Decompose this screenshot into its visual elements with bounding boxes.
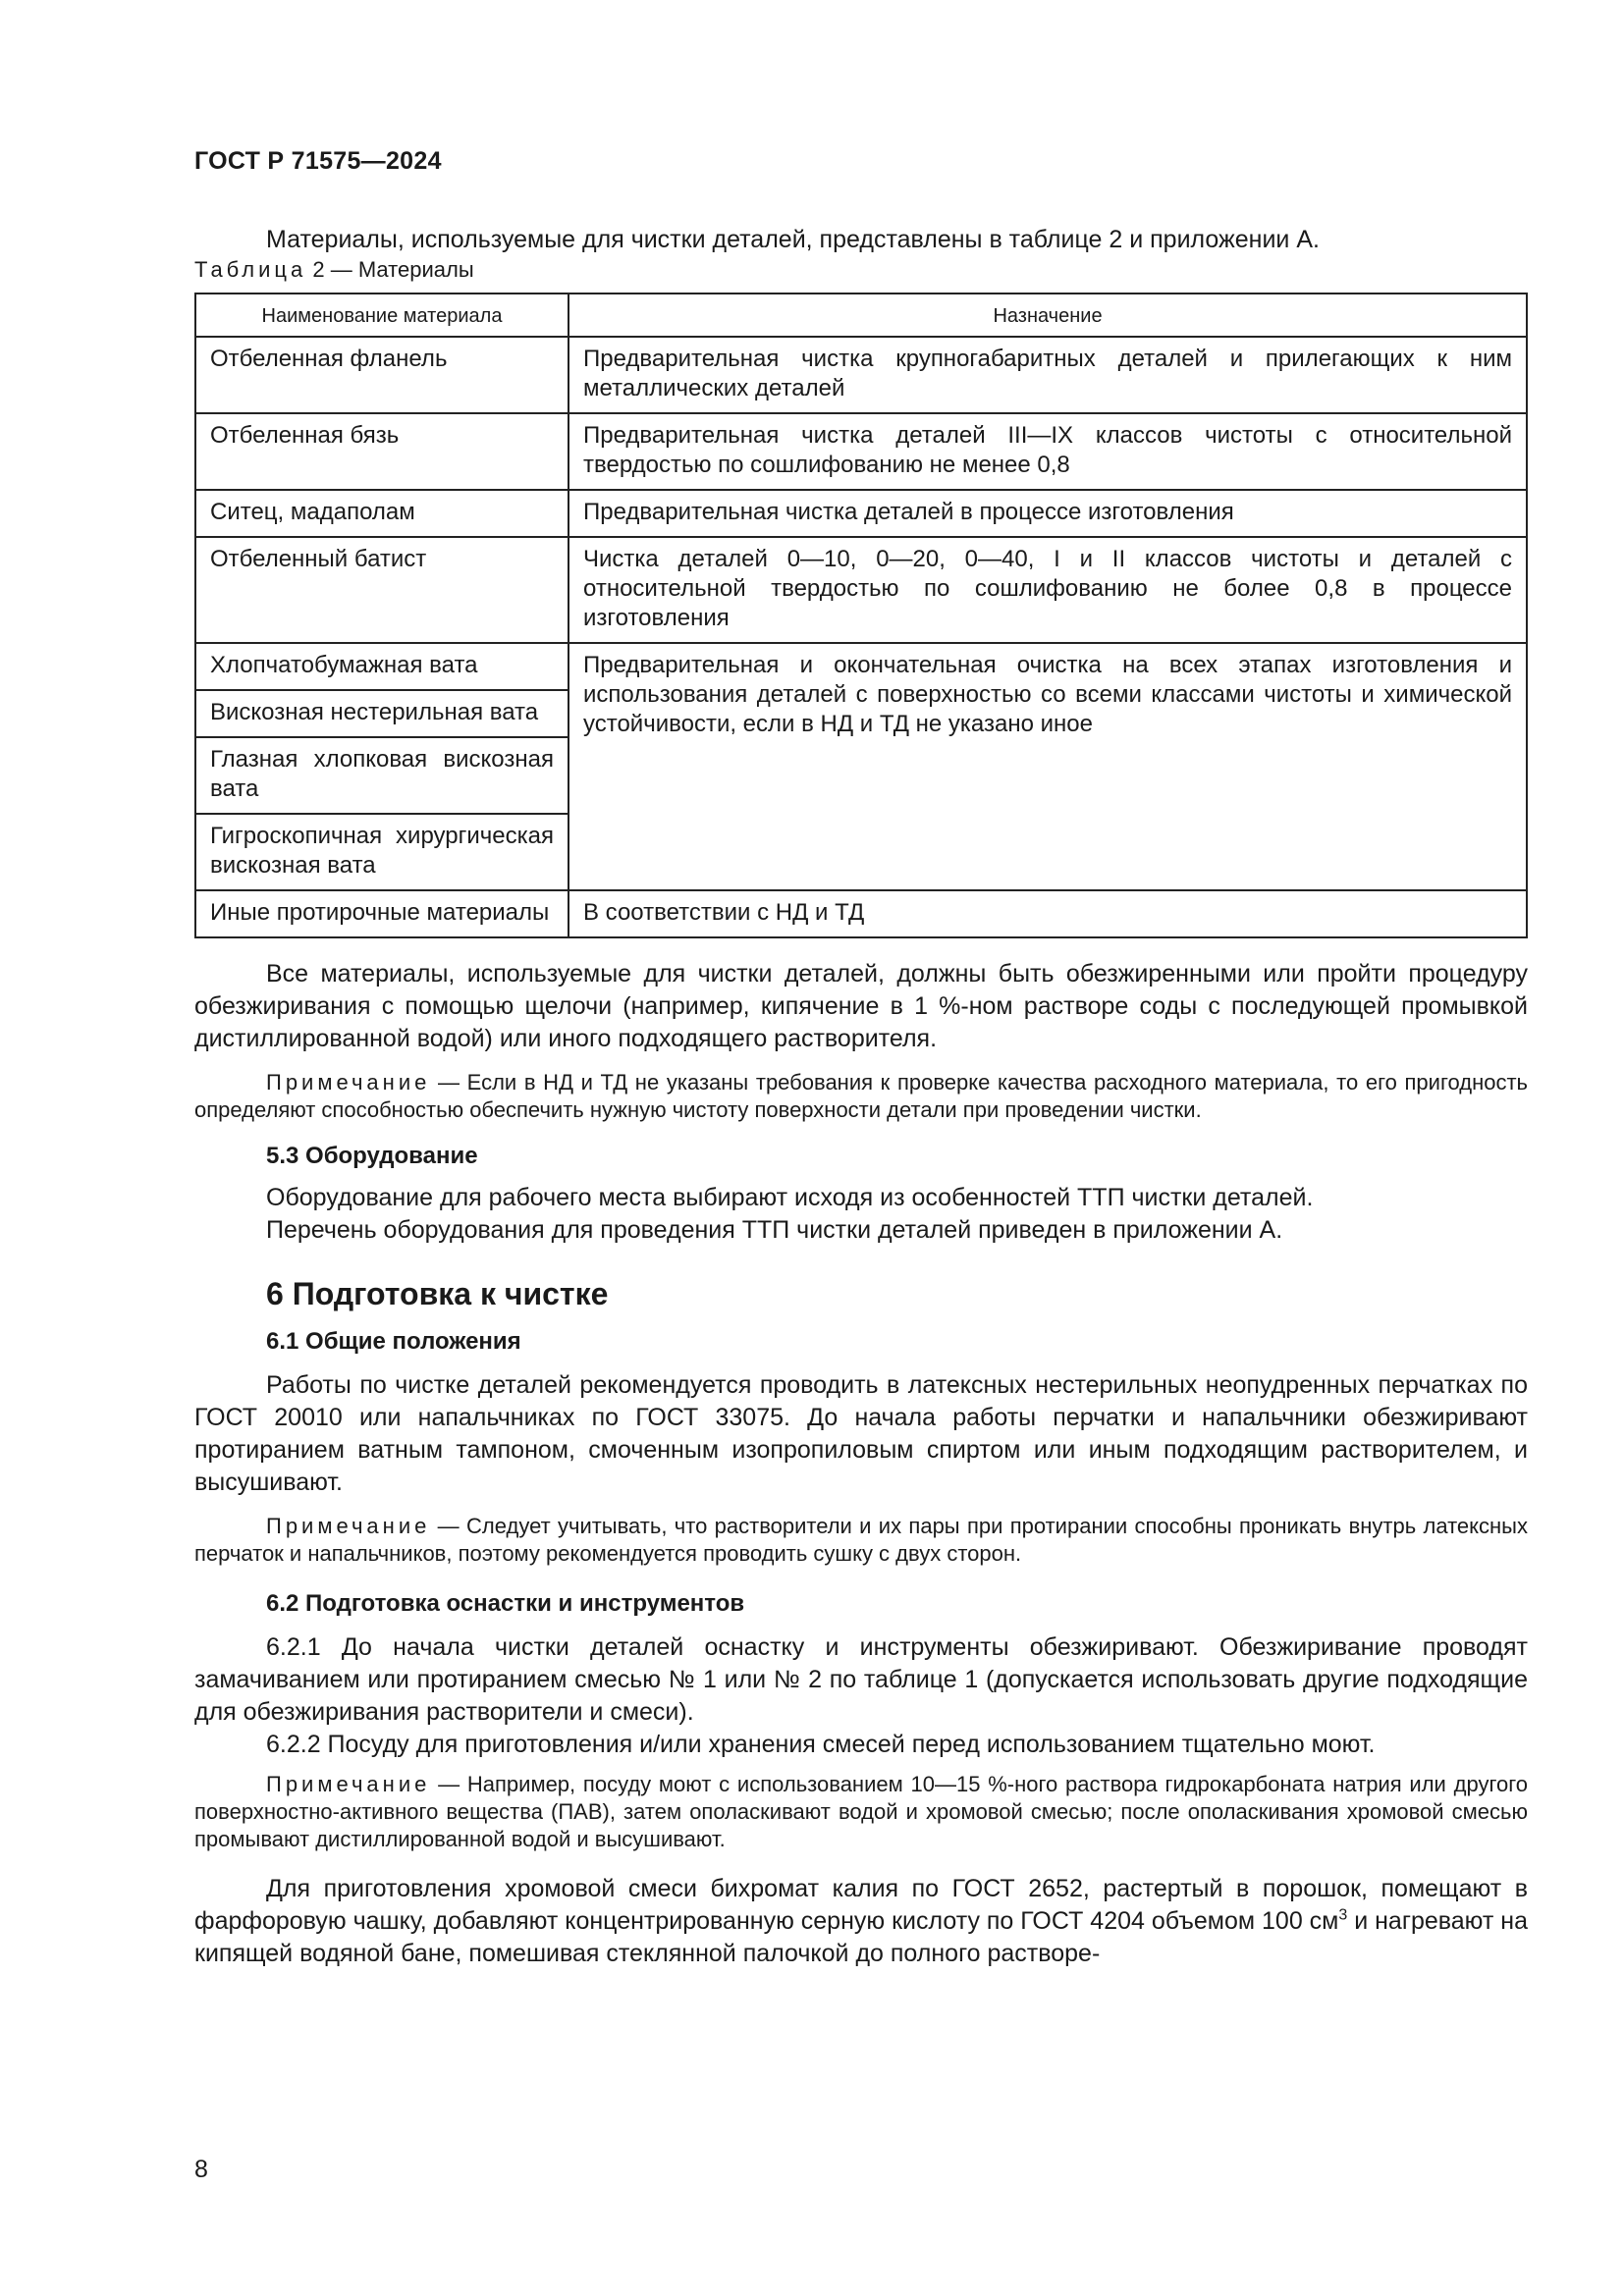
material-purpose: Предварительная чистка крупногабаритных деталей и прилегающих к ним металлических деталей — [568, 337, 1527, 413]
clause-6-2-1: 6.2.1 До начала чистки деталей оснастку и инструменты обезжиривают. Обезжиривание проводят замачиванием или протиранием смесью № 1 или № 2 по таблице 1 (допускается использовать другие подходящие для обезжиривания растворители и смеси). — [194, 1633, 1528, 1726]
section-6-2-title: 6.2 Подготовка оснастки и инструментов — [266, 1590, 745, 1617]
material-purpose: Чистка деталей 0—10, 0—20, 0—40, I и II классов чистоты и деталей с относительной твердостью по сошлифованию не более 0,8 в процессе изготовления — [568, 537, 1527, 643]
table-caption-text: 2 — Материалы — [312, 257, 474, 282]
material-name: Отбеленная фланель — [195, 337, 568, 413]
note-label: Примечание — [266, 1070, 431, 1095]
section-5-3-paragraph-1: Оборудование для рабочего места выбирают исходя из особенностей ТТП чистки деталей. — [266, 1184, 1314, 1211]
section-5-3-paragraph-2: Перечень оборудования для проведения ТТП чистки деталей приведен в приложении А. — [266, 1216, 1283, 1244]
material-name: Иные протирочные материалы — [195, 890, 568, 937]
chrome-text-part-2: и нагревают на кипящей водяной бане, помешивая стеклянной палочкой до полного растворе- — [194, 1907, 1528, 1967]
material-purpose: Предварительная чистка деталей в процессе изготовления — [568, 490, 1527, 537]
materials-table — [194, 293, 1528, 938]
chrome-text-part-1: Для приготовления хромовой смеси бихромат калия по ГОСТ 2652, растертый в порошок, помещают в фарфоровую чашку, добавляют концентрированную серную кислоту по ГОСТ 4204 объемом 100 см — [194, 1875, 1528, 1935]
section-6-1-title: 6.1 Общие положения — [266, 1328, 521, 1355]
note-label: Примечание — [266, 1772, 431, 1796]
table-row — [195, 490, 1527, 537]
page-number: 8 — [194, 2156, 208, 2183]
degrease-paragraph: Все материалы, используемые для чистки деталей, должны быть обезжиренными или пройти процедуру обезжиривания с помощью щелочи (например, кипячение в 1 %-ном растворе соды с последующей промывкой дистиллированной водой) или иного подходящего растворителя. — [194, 960, 1528, 1052]
note-text: — Если в НД и ТД не указаны требования к проверке качества расходного материала, то его пригодность определяют способностью обеспечить нужную чистоту поверхности детали при проведении чистки. — [194, 1070, 1528, 1122]
table-row — [195, 413, 1527, 490]
table-header-row — [195, 294, 1527, 337]
table-row — [195, 537, 1527, 643]
table-caption — [194, 256, 1528, 284]
material-name: Ситец, мадаполам — [195, 490, 568, 537]
note-materials — [194, 1069, 1528, 1124]
table-row — [195, 890, 1527, 937]
note-text: — Например, посуду моют с использованием 10—15 %-ного раствора гидрокарбоната натрия или другого поверхностно-активного вещества (ПАВ), затем ополаскивают водой и хромовой смесью; после ополаскивания хромовой смесью промывают дистиллированной водой и высушивают. — [194, 1772, 1528, 1851]
material-purpose: В соответствии с НД и ТД — [568, 890, 1527, 937]
section-6-title: 6 Подготовка к чистке — [266, 1276, 609, 1311]
table-caption-label: Таблица — [194, 257, 307, 282]
note-label: Примечание — [266, 1514, 431, 1538]
section-5-3-title: 5.3 Оборудование — [266, 1143, 478, 1169]
material-purpose: Предварительная чистка деталей III—IX классов чистоты с относительной твердостью по сошлифованию не менее 0,8 — [568, 413, 1527, 490]
note-dishware — [194, 1771, 1528, 1853]
clause-6-2-2: 6.2.2 Посуду для приготовления и/или хранения смесей перед использованием тщательно моют. — [266, 1731, 1376, 1758]
material-name: Гигроскопичная хирургическая вискозная вата — [195, 814, 568, 890]
table-row — [195, 337, 1527, 413]
note-gloves — [194, 1513, 1528, 1568]
header-material-name: Наименование материала — [195, 294, 568, 337]
section-6-1-paragraph: Работы по чистке деталей рекомендуется проводить в латексных нестерильных неопудренных перчатках по ГОСТ 20010 или напальчниках по ГОСТ 33075. До начала работы перчатки и напальчники обезжиривают протиранием ватным тампоном, смоченным изопропиловым спиртом или иным подходящим растворителем, и высушивают. — [194, 1371, 1528, 1496]
material-name: Хлопчатобумажная вата — [195, 643, 568, 690]
material-name: Глазная хлопковая вискозная вата — [195, 737, 568, 814]
document-id-header: ГОСТ Р 71575—2024 — [194, 147, 442, 175]
table-row — [195, 643, 1527, 690]
material-name: Вискозная нестерильная вата — [195, 690, 568, 737]
material-name: Отбеленный батист — [195, 537, 568, 643]
material-purpose-group: Предварительная и окончательная очистка на всех этапах изготовления и использования деталей с поверхностью со всеми классами чистоты и химической устойчивости, если в НД и ТД не указано иное — [568, 643, 1527, 890]
material-name: Отбеленная бязь — [195, 413, 568, 490]
note-text: — Следует учитывать, что растворители и их пары при протирании способны проникать внутрь латексных перчаток и напальчников, поэтому рекомендуется проводить сушку с двух сторон. — [194, 1514, 1528, 1566]
intro-paragraph: Материалы, используемые для чистки деталей, представлены в таблице 2 и приложении А. — [266, 226, 1320, 253]
page-content — [194, 224, 1528, 1970]
header-purpose: Назначение — [568, 294, 1527, 337]
chrome-mixture-paragraph — [194, 1873, 1528, 1970]
superscript-3: 3 — [1338, 1906, 1348, 1924]
